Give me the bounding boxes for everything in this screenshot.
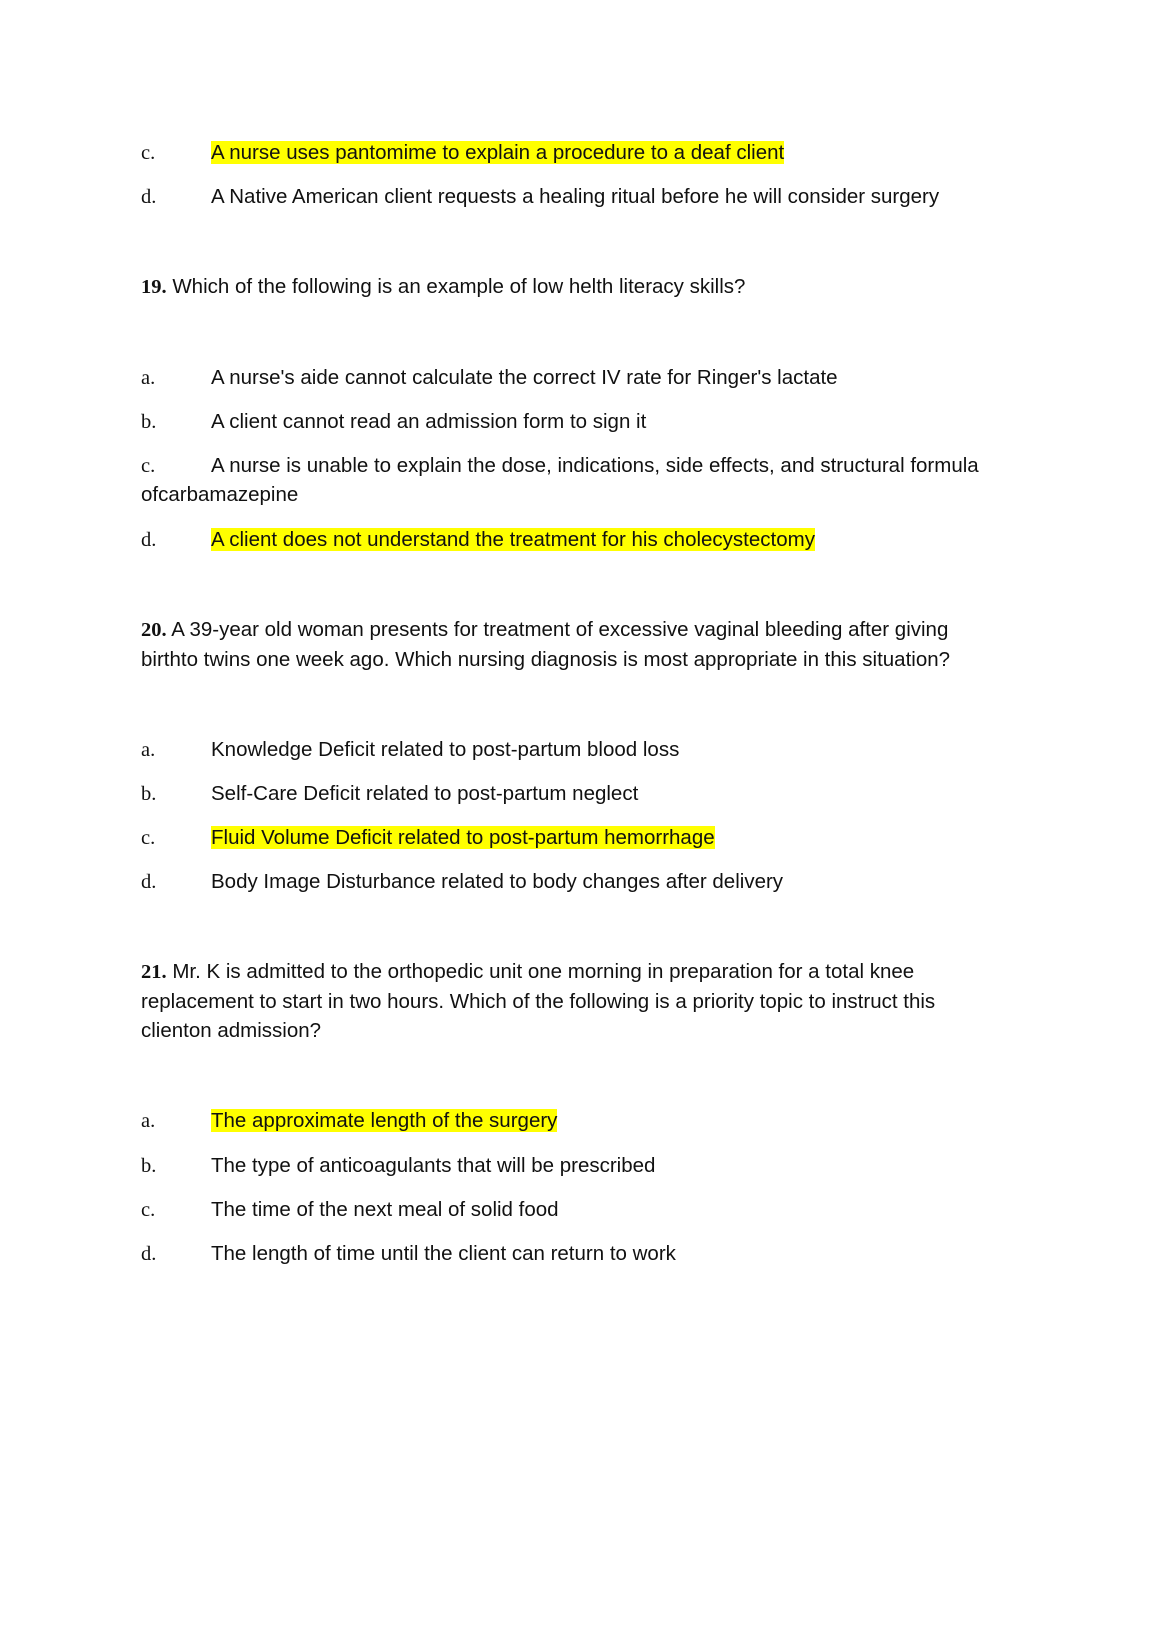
q18-option-d: A Native American client requests a healing ritual before he will consider surgery bbox=[211, 185, 940, 208]
q20-option-c-letter: c. bbox=[141, 827, 156, 849]
q21-option-d-letter: d. bbox=[141, 1243, 157, 1265]
q21-question-line2: replacement to start in two hours. Which of the following is a priority topic to instruct this bbox=[141, 990, 936, 1013]
q20-option-d: Body Image Disturbance related to body changes after delivery bbox=[211, 870, 784, 893]
q21-question-line1 bbox=[141, 957, 914, 987]
q19-option-a: A nurse's aide cannot calculate the correct IV rate for Ringer's lactate bbox=[211, 366, 838, 389]
q20-option-b-letter: b. bbox=[141, 783, 157, 805]
q18-option-c-letter: c. bbox=[141, 142, 156, 164]
q19-option-d-letter: d. bbox=[141, 529, 157, 551]
q18-option-c bbox=[211, 138, 784, 168]
q20-option-a-letter: a. bbox=[141, 739, 156, 761]
q21-option-b-letter: b. bbox=[141, 1155, 157, 1177]
answer-highlight: A client does not understand the treatment for his cholecystectomy bbox=[211, 528, 815, 551]
q19-option-b-letter: b. bbox=[141, 411, 157, 433]
q20-option-d-letter: d. bbox=[141, 871, 157, 893]
q21-text-line1: Mr. K is admitted to the orthopedic unit one morning in preparation for a total knee bbox=[172, 960, 915, 983]
q21-option-b: The type of anticoagulants that will be prescribed bbox=[211, 1154, 656, 1177]
q21-option-c-letter: c. bbox=[141, 1199, 156, 1221]
q21-option-a bbox=[211, 1106, 557, 1136]
q19-option-c: A nurse is unable to explain the dose, indications, side effects, and structural formula bbox=[211, 454, 979, 477]
q19-number: 19. bbox=[141, 276, 167, 298]
q18-option-d-letter: d. bbox=[141, 186, 157, 208]
answer-highlight: A nurse uses pantomime to explain a procedure to a deaf client bbox=[211, 141, 785, 164]
q19-option-b: A client cannot read an admission form to sign it bbox=[211, 410, 647, 433]
q20-text-line1: A 39-year old woman presents for treatment of excessive vaginal bleeding after giving bbox=[171, 618, 949, 641]
q20-question-line2: birthto twins one week ago. Which nursing diagnosis is most appropriate in this situation? bbox=[141, 648, 951, 671]
answer-highlight: The approximate length of the surgery bbox=[211, 1109, 558, 1132]
q21-option-c: The time of the next meal of solid food bbox=[211, 1198, 559, 1221]
answer-highlight: Fluid Volume Deficit related to post-partum hemorrhage bbox=[211, 826, 715, 849]
q20-option-a: Knowledge Deficit related to post-partum blood loss bbox=[211, 738, 680, 761]
q20-number: 20. bbox=[141, 619, 167, 641]
q19-text: Which of the following is an example of low helth literacy skills? bbox=[172, 275, 746, 298]
q21-number: 21. bbox=[141, 961, 167, 983]
q20-question-line1 bbox=[141, 615, 948, 645]
q21-question-line3: clienton admission? bbox=[141, 1019, 322, 1042]
q21-option-a-letter: a. bbox=[141, 1110, 156, 1132]
q19-option-c-continuation: ofcarbamazepine bbox=[141, 483, 299, 506]
q21-option-d: The length of time until the client can return to work bbox=[211, 1242, 676, 1265]
q20-option-c bbox=[211, 823, 715, 853]
q19-question bbox=[141, 272, 745, 302]
q19-option-d bbox=[211, 525, 815, 555]
q19-option-a-letter: a. bbox=[141, 367, 156, 389]
q19-option-c-letter: c. bbox=[141, 455, 156, 477]
q20-option-b: Self-Care Deficit related to post-partum neglect bbox=[211, 782, 639, 805]
